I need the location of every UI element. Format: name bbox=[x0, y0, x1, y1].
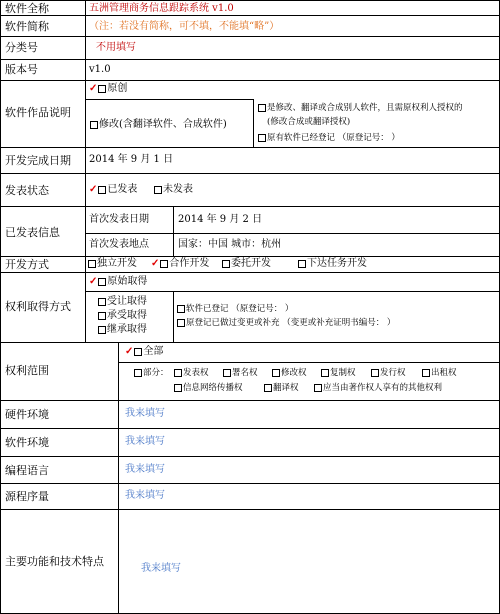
checkbox-icon bbox=[314, 384, 322, 392]
scope-item-modify[interactable]: 修改权 bbox=[271, 369, 307, 378]
scope-item-rent[interactable]: 出租权 bbox=[421, 369, 457, 378]
checkbox-icon bbox=[223, 369, 231, 377]
option-modified[interactable]: 修改(含翻译软件、合成软件) bbox=[89, 120, 227, 130]
option-rights-assigned[interactable]: 受让取得 bbox=[97, 297, 147, 307]
checkbox-icon bbox=[258, 134, 266, 142]
checkbox-icon bbox=[88, 260, 96, 268]
checkbox-icon bbox=[98, 85, 106, 93]
label-version: 版本号 bbox=[5, 63, 38, 76]
checkbox-icon bbox=[298, 260, 306, 268]
label-features: 主要功能和技术特点 bbox=[5, 555, 104, 568]
label-completion-date: 开发完成日期 bbox=[5, 154, 71, 167]
checkbox-icon bbox=[154, 186, 162, 194]
category-value[interactable]: 不用填写 bbox=[96, 42, 136, 53]
option-authorized-modification[interactable]: 是修改、翻译或合成别人软件，且需原权利人授权的 bbox=[257, 104, 463, 113]
checkbox-icon bbox=[98, 298, 106, 306]
source-lines-value[interactable]: 我来填写 bbox=[125, 490, 165, 501]
scope-item-other[interactable]: 应当由著作权人享有的其他权利 bbox=[313, 384, 442, 393]
checkbox-icon bbox=[98, 326, 106, 334]
language-value[interactable]: 我来填写 bbox=[125, 464, 165, 475]
label-category: 分类号 bbox=[5, 41, 38, 54]
label-description: 软件作品说明 bbox=[5, 106, 71, 119]
checkbox-icon bbox=[177, 305, 185, 313]
option-published[interactable]: ✓ 已发表 bbox=[89, 184, 138, 195]
first-pub-place-label: 首次发表地点 bbox=[89, 239, 149, 250]
completion-date-value[interactable]: 2014 年 9 月 1 日 bbox=[89, 154, 174, 165]
checkbox-icon bbox=[177, 319, 185, 327]
label-published-info: 已发表信息 bbox=[5, 226, 60, 239]
checkbox-icon bbox=[160, 260, 168, 268]
option-unpublished[interactable]: 未发表 bbox=[153, 185, 193, 195]
checkmark-icon: ✓ bbox=[89, 83, 98, 94]
option-dev-cooperative[interactable]: ✓ 合作开发 bbox=[151, 258, 210, 269]
version-value[interactable]: v1.0 bbox=[89, 64, 111, 75]
option-dev-independent[interactable]: 独立开发 bbox=[87, 259, 137, 269]
option-registration-changed[interactable]: 原登记已做过变更或补充 （变更或补充证明书编号： ） bbox=[176, 319, 395, 328]
label-short-name: 软件简称 bbox=[5, 20, 49, 33]
checkbox-icon bbox=[98, 278, 106, 286]
scope-item-distribute[interactable]: 发行权 bbox=[370, 369, 406, 378]
label-source-lines: 源程序量 bbox=[5, 490, 49, 503]
checkbox-icon bbox=[371, 369, 379, 377]
checkbox-icon bbox=[90, 121, 98, 129]
scope-item-network[interactable]: 信息网络传播权 bbox=[173, 384, 243, 393]
option-previously-registered[interactable]: 原有软件已经登记 （原登记号： ） bbox=[257, 134, 400, 143]
option-software-registered[interactable]: 软件已登记 （原登记号： ） bbox=[176, 305, 293, 314]
option-dev-commissioned[interactable]: 委托开发 bbox=[221, 259, 271, 269]
option-rights-succeeded[interactable]: 继承取得 bbox=[97, 325, 147, 335]
checkbox-icon bbox=[272, 369, 280, 377]
option-rights-inherited[interactable]: 承受取得 bbox=[97, 311, 147, 321]
option-rights-original[interactable]: ✓ 原始取得 bbox=[89, 276, 148, 287]
checkbox-icon bbox=[98, 186, 106, 194]
label-hardware: 硬件环境 bbox=[5, 408, 49, 421]
option-scope-all[interactable]: ✓ 全部 bbox=[125, 346, 164, 357]
label-dev-mode: 开发方式 bbox=[5, 258, 49, 271]
checkbox-icon bbox=[222, 260, 230, 268]
checkmark-icon: ✓ bbox=[125, 346, 134, 357]
checkbox-icon bbox=[134, 348, 142, 356]
checkbox-icon bbox=[98, 312, 106, 320]
option-scope-partial[interactable]: 部分： bbox=[133, 369, 169, 378]
first-pub-date-value[interactable]: 2014 年 9 月 2 日 bbox=[178, 214, 263, 225]
short-name-note[interactable]: （注：若没有简称，可不填，不能填“略”） bbox=[89, 21, 280, 32]
software-env-value[interactable]: 我来填写 bbox=[125, 436, 165, 447]
checkmark-icon: ✓ bbox=[89, 184, 98, 195]
features-value[interactable]: 我来填写 bbox=[141, 563, 181, 574]
label-full-name: 软件全称 bbox=[5, 2, 49, 15]
authorized-modification-note: (修改合成或翻译授权) bbox=[267, 117, 351, 127]
label-software-env: 软件环境 bbox=[5, 436, 49, 449]
label-rights-method: 权利取得方式 bbox=[5, 300, 71, 313]
label-publish-status: 发表状态 bbox=[5, 184, 49, 197]
scope-item-copy[interactable]: 复制权 bbox=[320, 369, 356, 378]
checkbox-icon bbox=[321, 369, 329, 377]
checkbox-icon bbox=[174, 384, 182, 392]
full-name-value[interactable]: 五洲管理商务信息跟踪系统 v1.0 bbox=[89, 3, 234, 14]
scope-item-translate[interactable]: 翻译权 bbox=[263, 384, 299, 393]
checkbox-icon bbox=[264, 384, 272, 392]
checkbox-icon bbox=[422, 369, 430, 377]
checkbox-icon bbox=[134, 369, 142, 377]
checkmark-icon: ✓ bbox=[151, 258, 160, 269]
hardware-value[interactable]: 我来填写 bbox=[125, 408, 165, 419]
first-pub-date-label: 首次发表日期 bbox=[89, 214, 149, 225]
scope-item-publish[interactable]: 发表权 bbox=[173, 369, 209, 378]
checkbox-icon bbox=[258, 104, 266, 112]
label-rights-scope: 权利范围 bbox=[5, 364, 49, 377]
label-language: 编程语言 bbox=[5, 464, 49, 477]
option-original[interactable]: ✓ 原创 bbox=[89, 83, 128, 94]
checkbox-icon bbox=[174, 369, 182, 377]
first-pub-place-value[interactable]: 国家：中国 城市：杭州 bbox=[178, 239, 282, 250]
option-dev-assigned[interactable]: 下达任务开发 bbox=[297, 259, 367, 269]
checkmark-icon: ✓ bbox=[89, 276, 98, 287]
scope-item-attribution[interactable]: 署名权 bbox=[222, 369, 258, 378]
